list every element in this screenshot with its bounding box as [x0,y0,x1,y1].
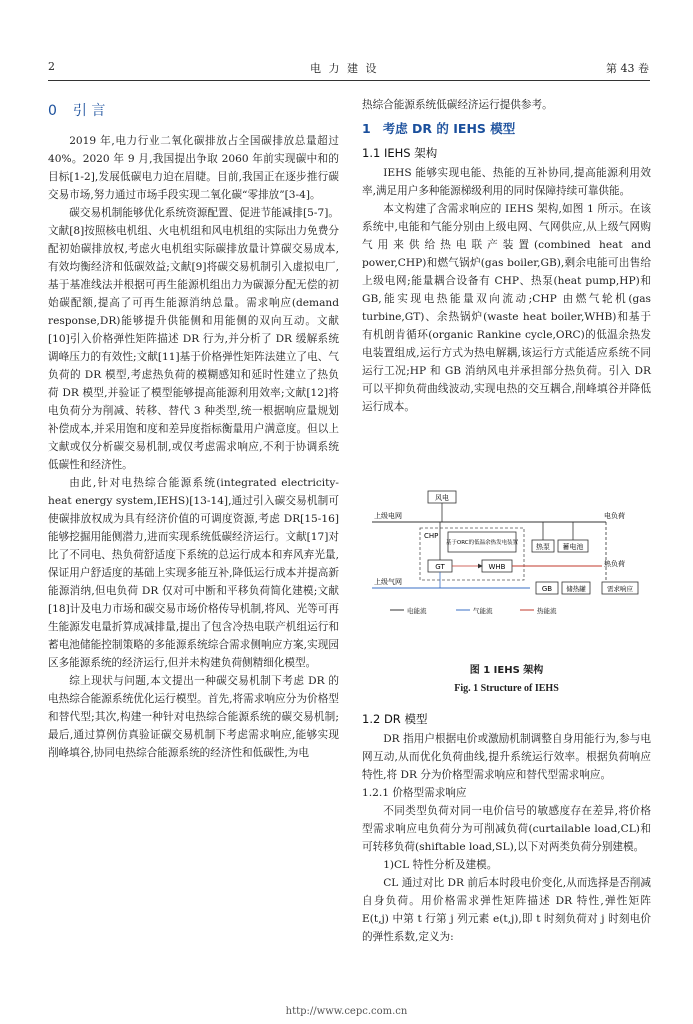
journal-name: 电 力 建 设 [310,62,379,75]
heat-load-label: 热负荷 [604,560,625,568]
intro-paragraph-2: 碳交易机制能够优化系统资源配置、促进节能减排[5-7]。文献[8]按照核电机组、火电机组和风电机组的实际出力免费分配初始碳排放权,考虑火电机组实际碳排放量计算碳交易成本,有效均衡经济和低碳效益;文献[9]将碳交易机制引入虚拟电厂,基于基准线法并根据可再生能源机组出力为碳源分配无偿的初始碳配额,提高了可再生能源消纳总量。需求响应(demand response,DR)能够提升供能侧和用能侧的双向互动。文献[10]引入价格弹性矩阵描述 DR 行为,并分析了 DR 缓解系统调峰压力的有效性;文献[11]基于价格弹性矩阵法建立了电、气负荷的 DR 模型,考虑热负荷的模糊感知和延时性建立了热负荷 DR 模型,并验证了模型能够提高能源利用效率;文献[12]将电负荷分为削减、转移、替代 3 种类型,统一根据响应量规划补偿成本,并采用饱和度和差异度指标衡量用户满意度。但以上文献或仅分析碳交易机制,或仅考虑需求响应,不利于协调系统低碳性和经济性。 [48,207,339,471]
heat-storage-label: 储热罐 [566,585,586,593]
intro-paragraph-1: 2019 年,电力行业二氧化碳排放占全国碳排放总量超过 40%。2020 年 9 月,我国提出争取 2060 年前实现碳中和的目标[1-2],发展低碳电力迫在眉睫。目前,我国正在逐步推行碳交易市场,努力通过市场手段实现二氧化碳“零排放”[3-4]。 [48,135,339,201]
grid-label: 上级电网 [374,512,402,520]
running-header [0,58,693,78]
volume-label: 第 43 卷 [606,62,649,75]
section-0-heading [48,102,339,120]
wind-label: 风电 [435,494,449,502]
figure-caption-en: Fig. 1 Structure of IEHS [454,683,559,694]
battery-label: 蓄电池 [562,543,584,551]
left-column [48,96,339,762]
intro-paragraph-3: 由此,针对电热综合能源系统(integrated electricity-heat energy system,IEHS)[13-14],通过引入碳交易机制可使碳排放权成为具有经济价值的可调度资源,考虑 DR[15-16] 能够挖掘用能侧潜力,进而实现系统低碳经济运行。文献[17]对比了不同电、热负荷舒适度下系统的总运行成本和弃风弃光量,保证用户舒适度的基础上实现多能互补,降低运行成本并提高新能源消纳,但电负荷 DR 仅对可中断和平移负荷简化建模;文献[18]计及电力市场和碳交易市场价格传导机制,将风、光等可再生能源发电量折算成减排量,提出了包含冷热电联产机组运行和蓄电池储能控制策略的多能源系统综合需求侧响应方案,实现园区多能源系统的经济运行,但并未构建负荷侧精细化模型。 [48,477,339,669]
dr-label: 需求响应 [607,585,633,593]
subsection-1-2-heading: 1.2 DR 模型 [362,712,428,726]
footer-url: http://www.cepc.com.cn [285,1006,408,1017]
section-0-number: 0 [48,103,57,119]
gas-label: 上级气网 [374,578,402,586]
header-rule [48,80,650,81]
section-1-title: 考虑 DR 的 IEHS 模型 [382,121,516,136]
dr-paragraph: DR 指用户根据电价或激励机制调整自身用能行为,参与电网互动,从而优化负荷曲线,提升系统运行效率。根据负荷响应特性,将 DR 分为价格型需求响应和替代型需求响应。 [362,733,651,781]
figure-caption-cn: 图 1 IEHS 架构 [469,665,544,676]
price-dr-paragraph: 不同类型负荷对同一电价信号的敏感度存在差异,将价格型需求响应电负荷分为可削减负荷(curtailable load,CL)和可转移负荷(shiftable load,SL),以下对两类负荷分别建模。 [362,805,651,853]
iehs-paragraph-2: 本文构建了含需求响应的 IEHS 架构,如图 1 所示。在该系统中,电能和气能分别由上级电网、气网供应,从上级气网购气用来供给热电联产装置(combined heat and power,CHP)和燃气锅炉(gas boiler,GB),剩余电能可出售给上级电网;能量耦合设备有 CHP、热泵(heat pump,HP)和 GB,能实现电热能量双向流动;CHP 由燃气轮机(gas turbine,GT)、余热锅炉(waste heat boiler,WHB)和基于有机朗肯循环(organic Rankine cycle,ORC)的低温余热发电装置组成,运行方式为热电解耦,该运行方式能适应系统不同运行工况;HP 和 GB 消纳风电并承担部分热负荷。引入 DR 可以平抑负荷曲线波动,实现电热的交互耦合,削峰填谷并降低运行成本。 [362,203,651,413]
legend-elec: 电能流 [407,607,427,615]
gb-label: GB [541,585,553,593]
legend-heat: 热能流 [537,607,557,615]
section-1-number: 1 [362,121,371,136]
chp-label: CHP [424,532,439,540]
cl-paragraph: CL 通过对比 DR 前后本时段电价变化,从而选择是否削减自身负荷。用价格需求弹性矩阵描述 DR 特性,弹性矩阵 E(t,j) 中第 t 行第 j 列元素 e(t,j),即 t 时刻负荷对 j 时刻电价的弹性系数,定义为: [362,877,651,943]
gt-label: GT [435,563,445,571]
subsection-1-1-heading: 1.1 IEHS 架构 [362,146,438,160]
section-1-heading [362,120,651,138]
cl-item-heading: 1)CL 特性分析及建模。 [383,859,498,871]
right-column-top [362,96,651,416]
legend-gas: 气能流 [473,607,493,615]
figure-1-iehs-structure [370,488,642,616]
section-0-title: 引 言 [72,103,106,119]
intro-paragraph-4: 综上现状与问题,本文提出一种碳交易机制下考虑 DR 的电热综合能源系统优化运行模型。首先,将需求响应分为价格型和替代型;其次,构建一种针对电热综合能源系统的碳交易机制;最后,通过算例仿真验证碳交易机制下考虑需求响应,能够实现削峰填谷,协同电热综合能源系统的经济性和低碳性,为电 [48,675,339,759]
page-number: 2 [48,60,55,73]
orc-label: 基于ORC的低温余热发电装置 [445,540,519,546]
hp-label: 热泵 [536,543,550,551]
iehs-paragraph-1: IEHS 能够实现电能、热能的互补协同,提高能源利用效率,满足用户多种能源梯级利用的同时保障持续可靠供能。 [362,167,651,197]
right-column-bottom [362,658,651,946]
subsection-1-2-1-heading: 1.2.1 价格型需求响应 [362,787,467,799]
continued-line: 热综合能源系统低碳经济运行提供参考。 [362,99,553,111]
elec-load-label: 电负荷 [604,512,625,520]
whb-label: WHB [488,563,506,571]
